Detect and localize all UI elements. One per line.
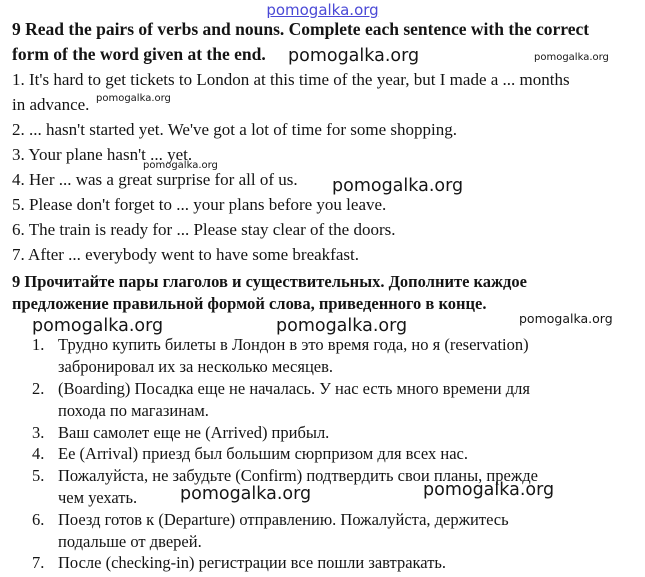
russian-item-text: Ее (Arrival) приезд был большим сюрпризом для всех нас. <box>58 444 468 463</box>
russian-item-number: 6. <box>32 510 45 529</box>
russian-item-number: 7. <box>32 553 45 572</box>
english-sentence-7: 7. After ... everybody went to have some breakfast. <box>12 245 359 264</box>
header-watermark[interactable]: pomogalka.org <box>266 1 379 19</box>
watermark: pomogalka.org <box>534 52 609 63</box>
english-sentence-1-line2: in advance. <box>12 95 90 114</box>
russian-item-number: 4. <box>32 444 45 463</box>
russian-item-number: 2. <box>32 379 45 398</box>
russian-item-text-cont: чем уехать. <box>58 488 138 507</box>
english-sentence-1-line1: 1. It's hard to get tickets to London at this time of the year, but I made a ... months <box>12 70 570 89</box>
english-sentence-2: 2. ... hasn't started yet. We've got a lot of time for some shopping. <box>12 120 457 139</box>
russian-item-text-cont: подальше от дверей. <box>58 532 202 551</box>
russian-item-number: 1. <box>32 335 45 354</box>
watermark: pomogalka.org <box>276 316 408 336</box>
russian-item-text-cont: похода по магазинам. <box>58 401 209 420</box>
watermark: pomogalka.org <box>423 480 555 500</box>
english-sentence-3: 3. Your plane hasn't ... yet. <box>12 145 193 164</box>
russian-item-text-cont: забронировал их за несколько месяцев. <box>58 357 334 376</box>
english-sentence-6: 6. The train is ready for ... Please stay clear of the doors. <box>12 220 396 239</box>
watermark: pomogalka.org <box>96 93 171 104</box>
watermark: pomogalka.org <box>519 311 613 326</box>
russian-item-text: Трудно купить билеты в Лондон в это время года, но я (reservation) <box>58 335 529 354</box>
english-heading-line2: form of the word given at the end. <box>12 44 266 64</box>
russian-item-text: Ваш самолет еще не (Arrived) прибыл. <box>58 423 330 442</box>
english-sentence-5: 5. Please don't forget to ... your plans before you leave. <box>12 195 387 214</box>
russian-item-text: Поезд готов к (Departure) отправлению. Пожалуйста, держитесь <box>58 510 509 529</box>
english-sentence-4: 4. Her ... was a great surprise for all of us. <box>12 170 298 189</box>
russian-item-text: Пожалуйста, не забудьте (Confirm) подтвердить свои планы, прежде <box>58 466 538 485</box>
watermark: pomogalka.org <box>180 484 312 504</box>
watermark: pomogalka.org <box>143 160 218 171</box>
russian-item-text: (Boarding) Посадка еще не началась. У нас есть много времени для <box>58 379 530 398</box>
russian-item-text: После (checking-in) регистрации все пошли завтракать. <box>58 553 447 572</box>
russian-heading-line2: предложение правильной формой слова, приведенного в конце. <box>12 294 487 313</box>
russian-item-number: 3. <box>32 423 45 442</box>
russian-item-number: 5. <box>32 466 45 485</box>
russian-heading-line1: 9 Прочитайте пары глаголов и существительных. Дополните каждое <box>12 272 527 291</box>
english-heading-line1: 9 Read the pairs of verbs and nouns. Complete each sentence with the correct <box>12 19 590 39</box>
watermark: pomogalka.org <box>332 176 464 196</box>
watermark: pomogalka.org <box>32 316 164 336</box>
watermark: pomogalka.org <box>288 46 420 66</box>
